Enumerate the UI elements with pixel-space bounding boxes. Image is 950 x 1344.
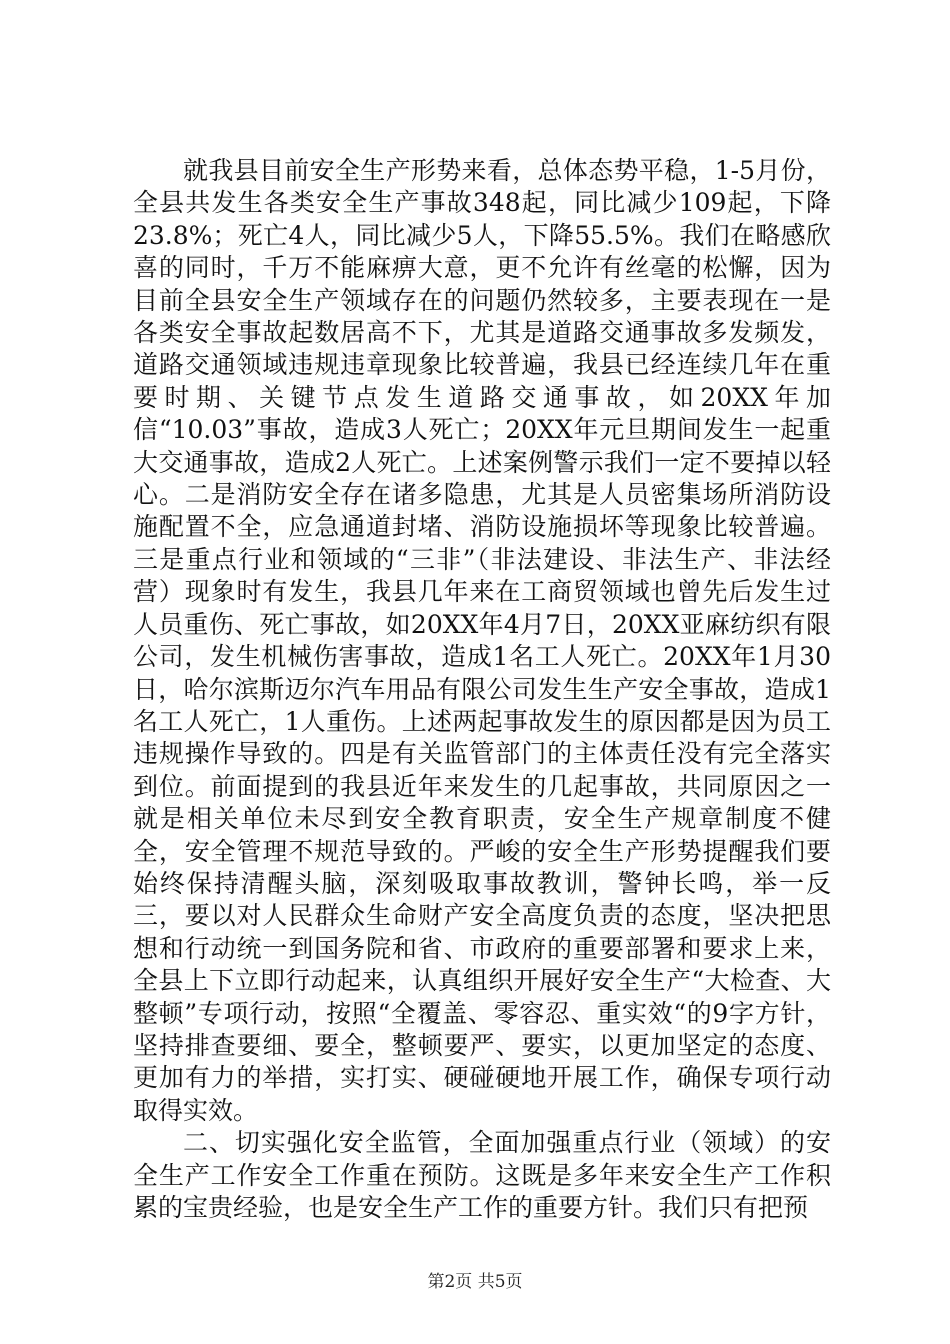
- paragraph-safety-situation: 就我县目前安全生产形势来看，总体态势平稳，1-5月份，全县共发生各类安全生产事故348起，同比减少109起，下降23.8%；死亡4人，同比减少5人，下降55.5%。我们在略感欣喜的同时，千万不能麻痹大意，更不允许有丝毫的松懈，因为目前全县安全生产领域存在的问题仍然较多，主要表现在一是各类安全事故起数居高不下，尤其是道路交通事故多发频发，道路交通领域违规违章现象比较普遍，我县已经连续几年在重要时期、关键节点发生道路交通事故，如20XX年加信“10.03”事故，造成3人死亡；20XX年元旦期间发生一起重大交通事故，造成2人死亡。上述案例警示我们一定不要掉以轻心。二是消防安全存在诸多隐患，尤其是人员密集场所消防设施配置不全，应急通道封堵、消防设施损坏等现象比较普遍。三是重点行业和领域的“三非”（非法建设、非法生产、非法经营）现象时有发生，我县几年来在工商贸领域也曾先后发生过人员重伤、死亡事故，如20XX年4月7日，20XX亚麻纺织有限公司，发生机械伤害事故，造成1名工人死亡。20XX年1月30日，哈尔滨斯迈尔汽车用品有限公司发生生产安全事故，造成1名工人死亡，1人重伤。上述两起事故发生的原因都是因为员工违规操作导致的。四是有关监管部门的主体责任没有完全落实到位。前面提到的我县近年来发生的几起事故，共同原因之一就是相关单位未尽到安全教育职责，安全生产规章制度不健全，安全管理不规范导致的。严峻的安全生产形势提醒我们要始终保持清醒头脑，深刻吸取事故教训，警钟长鸣，举一反三，要以对人民群众生命财产安全高度负责的态度，坚决把思想和行动统一到国务院和省、市政府的重要部署和要求上来，全县上下立即行动起来，认真组织开展好安全生产“大检查、大整顿”专项行动，按照“全覆盖、零容忍、重实效“的9字方针，坚持排查要细、要全，整顿要严、要实，以更加坚定的态度、更加有力的举措，实打实、硬碰硬地开展工作，确保专项行动取得实效。: [133, 156, 831, 1125]
- paragraph-section-two: 二、切实强化安全监管，全面加强重点行业（领域）的安全生产工作安全工作重在预防。这既是多年来安全生产工作积累的宝贵经验，也是安全生产工作的重要方针。我们只有把预: [133, 1128, 831, 1222]
- page-number: 第2页 共5页: [427, 1272, 523, 1292]
- body-text: [133, 155, 831, 1224]
- page-footer: [0, 1270, 950, 1294]
